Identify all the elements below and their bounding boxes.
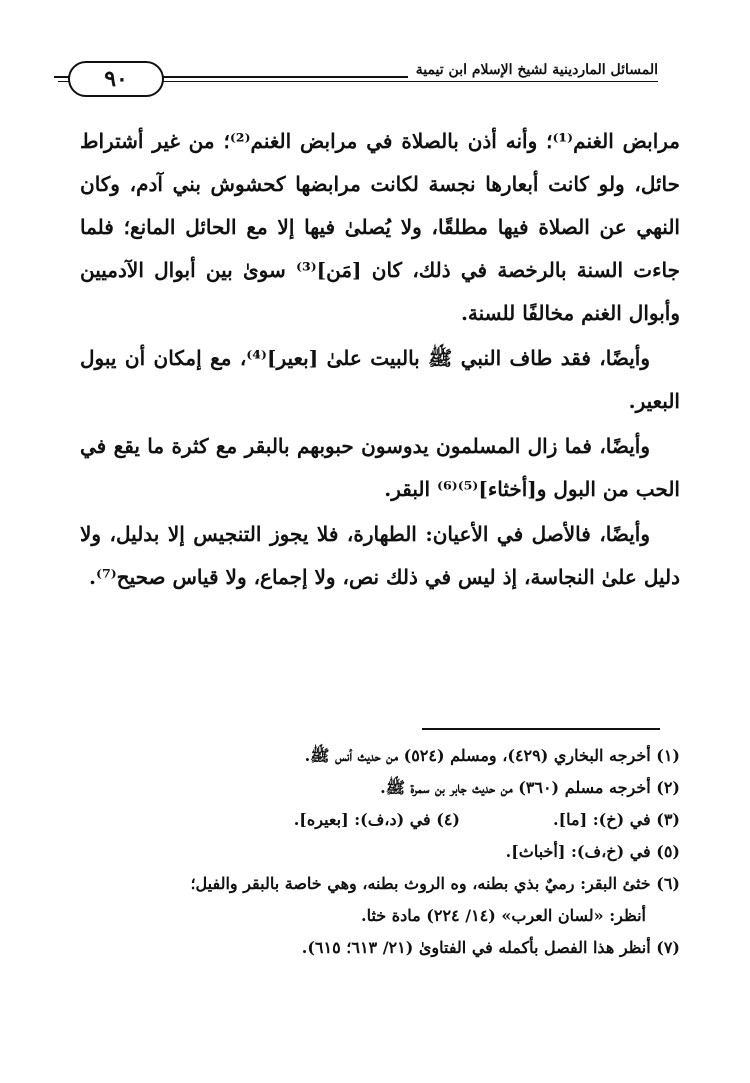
footnote-5: (٥) في (خ،ف): [أخباث]. — [505, 842, 680, 861]
footnote-4: (٤) في (د،ف): [بعيره]. — [293, 810, 460, 829]
running-title: المسائل الماردينية لشيخ الإسلام ابن تيمية — [408, 62, 658, 78]
footnote-6-continued: أنظر: «لسان العرب» (١٤/ ٢٢٤) مادة خثا. — [361, 906, 646, 925]
footnote-2: (٢) أخرجه مسلم (٣٦٠) من حديث جابر بن سمرة ﷺ. — [380, 778, 680, 797]
footnote-3: (٣) في (خ): [ما]. — [553, 810, 680, 829]
footnote-separator — [422, 728, 660, 730]
body-text — [80, 120, 680, 601]
page-header — [58, 58, 658, 102]
footnote-7: (٧) أنظر هذا الفصل بأكمله في الفتاوىٰ (٢١/ ٦١٣؛ ٦١٥). — [301, 938, 680, 957]
footnote-pair — [70, 804, 680, 836]
footnote-1: (١) أخرجه البخاري (٤٢٩)، ومسلم (٥٢٤) من حديث أنس ﷺ. — [304, 746, 680, 765]
footnotes — [70, 740, 680, 964]
footnote-6: (٦) خثئ البقر: رميٌ بذي بطنه، وه الروث بطنه، وهي خاصة بالبقر والفيل؛ — [190, 874, 680, 893]
page-number: ٩٠ — [68, 61, 164, 97]
paragraph: مرابض الغنم⁽¹⁾؛ وأنه أذن بالصلاة في مرابض الغنم⁽²⁾؛ من غير أشتراط حائل، ولو كانت أبعارها نجسة لكانت مرابضها كحشوش بني آدم، وكان النهي عن الصلاة فيها مطلقًا، ولا يُصلىٰ فيها إلا مع الحائل المانع؛ فلما جاءت السنة بالرخصة في ذلك، كان [مَن]⁽³⁾ سوىٰ بين أبوال الآدميين وأبوال الغنم مخالفًا للسنة. — [80, 129, 681, 325]
paragraph: وأيضًا، فالأصل في الأعيان: الطهارة، فلا يجوز التنجيس إلا بدليل، ولا دليل علىٰ النجاسة، إذ ليس في ذلك نص، ولا إجماع، ولا قياس صحيح⁽⁷⁾. — [80, 522, 680, 589]
paragraph: وأيضًا، فقد طاف النبي ﷺ بالبيت علىٰ [بعير]⁽⁴⁾، مع إمكان أن يبول البعير. — [80, 346, 680, 413]
paragraph: وأيضًا، فما زال المسلمون يدوسون حبوبهم بالبقر مع كثرة ما يقع في الحب من البول و[أخثاء]⁽⁵⁾⁽⁶⁾ البقر. — [80, 434, 680, 501]
